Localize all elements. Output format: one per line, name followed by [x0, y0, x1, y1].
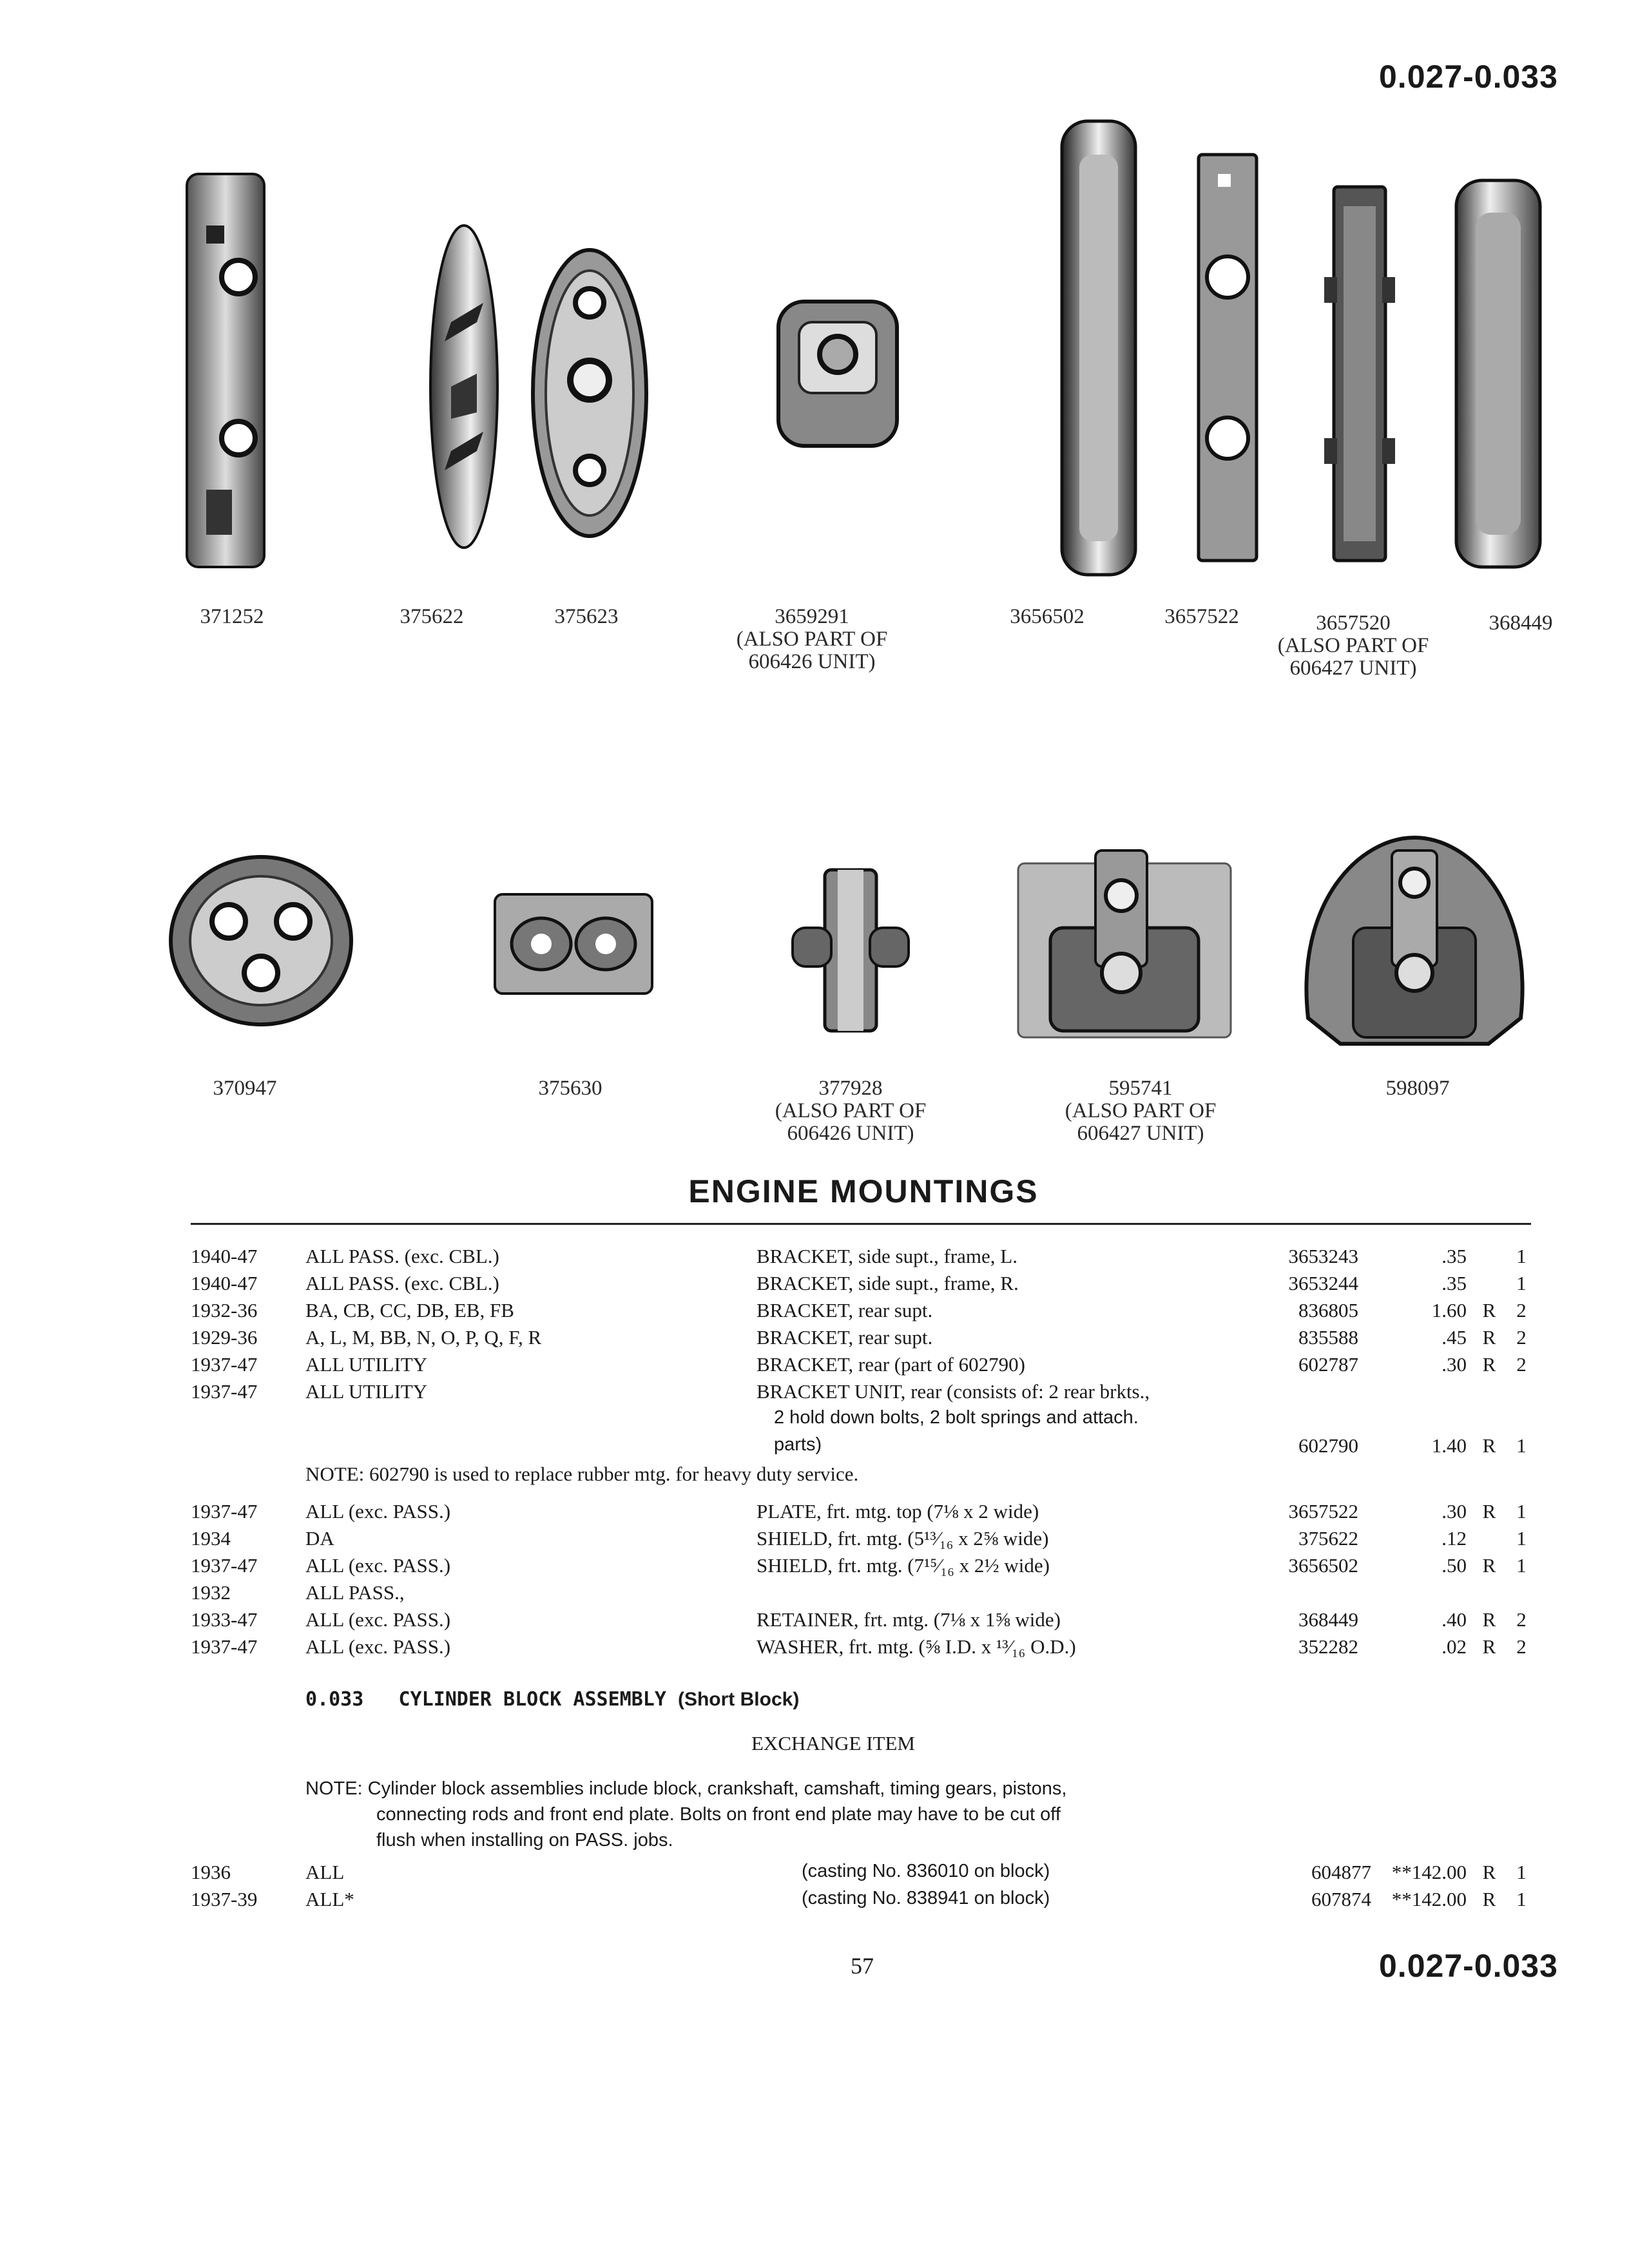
row-flag: R	[1482, 1500, 1496, 1523]
row-quantity: 1	[1516, 1888, 1527, 1910]
row-price: **142.00	[1391, 1888, 1467, 1910]
row-quantity: 1	[1516, 1527, 1527, 1550]
row-flag: R	[1482, 1608, 1496, 1631]
row-models: ALL UTILITY	[305, 1353, 428, 1376]
part-photo-371252	[180, 168, 271, 573]
row-price: .45	[1441, 1326, 1467, 1349]
row-part-number: 602790	[1298, 1434, 1358, 1457]
caption-3656502: 3656502	[1010, 605, 1084, 628]
caption-595741: 595741 (ALSO PART OF 606427 UNIT)	[1065, 1077, 1217, 1145]
table-row	[191, 1888, 1531, 1914]
row-description: BRACKET, rear supt.	[757, 1326, 933, 1349]
caption-3659291: 3659291 (ALSO PART OF 606426 UNIT)	[736, 605, 888, 673]
caption-370947: 370947	[213, 1077, 277, 1100]
row-models: ALL PASS. (exc. CBL.)	[305, 1245, 499, 1267]
row-quantity: 2	[1516, 1299, 1527, 1321]
row-description-cont: 2 hold down bolts, 2 bolt springs and attach.	[774, 1407, 1139, 1428]
caption-368449: 368449	[1489, 611, 1553, 635]
row-quantity: 1	[1516, 1861, 1527, 1883]
row-models: ALL (exc. PASS.)	[305, 1554, 451, 1577]
part-photo-3659291	[773, 296, 902, 451]
table-row	[191, 1608, 1531, 1634]
part-photo-377928	[786, 863, 915, 1037]
table-row	[191, 1380, 1531, 1464]
part-photo-595741	[1012, 838, 1237, 1044]
page-number: 57	[851, 1953, 874, 1979]
caption-375630: 375630	[538, 1077, 602, 1100]
row-year: 1940-47	[191, 1245, 258, 1267]
part-photo-3657522	[1192, 148, 1263, 567]
row-quantity: 2	[1516, 1608, 1527, 1631]
table-row	[191, 1245, 1531, 1271]
row-year: 1940-47	[191, 1272, 258, 1294]
row-models: ALL (exc. PASS.)	[305, 1608, 451, 1631]
row-price: 1.40	[1431, 1434, 1467, 1457]
row-flag: R	[1482, 1434, 1496, 1457]
row-part-number: 3653244	[1288, 1272, 1358, 1294]
row-flag: R	[1482, 1888, 1496, 1910]
row-price: .40	[1441, 1608, 1467, 1631]
row-part-number: 836805	[1298, 1299, 1358, 1321]
caption-598097: 598097	[1385, 1077, 1450, 1100]
table-row	[191, 1272, 1531, 1298]
row-year: 1929-36	[191, 1326, 258, 1349]
row-year: 1937-47	[191, 1554, 258, 1577]
row-models: BA, CB, CC, DB, EB, FB	[305, 1299, 514, 1321]
row-year: 1934	[191, 1527, 231, 1550]
row-description: (casting No. 836010 on block)	[802, 1861, 1050, 1881]
row-models: ALL (exc. PASS.)	[305, 1635, 451, 1658]
row-price: .30	[1441, 1500, 1467, 1523]
page-code-top: 0.027-0.033	[1379, 59, 1558, 95]
row-flag: R	[1482, 1554, 1496, 1577]
row-year: 1937-47	[191, 1635, 258, 1658]
cylinder-section-number: 0.033	[305, 1688, 364, 1711]
table-row	[191, 1353, 1531, 1379]
row-year: 1936	[191, 1861, 231, 1883]
row-price: **142.00	[1391, 1861, 1467, 1883]
row-flag: R	[1482, 1635, 1496, 1658]
table-row	[191, 1527, 1531, 1553]
part-photo-368449	[1450, 174, 1547, 573]
row-year: 1933-47	[191, 1608, 258, 1631]
row-description: PLATE, frt. mtg. top (7⅛ x 2 wide)	[757, 1500, 1039, 1523]
row-year: 1937-47	[191, 1500, 258, 1523]
table-row	[191, 1861, 1531, 1887]
row-models: ALL PASS. (exc. CBL.)	[305, 1272, 499, 1294]
part-photo-3656502	[1057, 116, 1141, 580]
row-description-cont: parts)	[774, 1434, 822, 1455]
section-rule	[191, 1223, 1531, 1225]
table-row	[191, 1299, 1531, 1325]
row-flag: R	[1482, 1299, 1496, 1321]
row-quantity: 1	[1516, 1500, 1527, 1523]
row-description: BRACKET, side supt., frame, L.	[757, 1245, 1017, 1267]
row-flag: R	[1482, 1353, 1496, 1376]
row-price: .30	[1441, 1353, 1467, 1376]
row-year: 1937-47	[191, 1353, 258, 1376]
row-quantity: 2	[1516, 1353, 1527, 1376]
row-part-number: 835588	[1298, 1326, 1358, 1349]
row-quantity: 1	[1516, 1272, 1527, 1294]
part-photo-375630	[490, 889, 657, 999]
row-year: 1932-36	[191, 1299, 258, 1321]
row-part-number: 352282	[1298, 1635, 1358, 1658]
row-quantity: 2	[1516, 1635, 1527, 1658]
row-description: WASHER, frt. mtg. (⅝ I.D. x ¹³⁄₁₆ O.D.)	[757, 1635, 1076, 1658]
row-year: 1937-39	[191, 1888, 258, 1910]
table-row	[191, 1581, 1531, 1607]
row-description: RETAINER, frt. mtg. (7⅛ x 1⅝ wide)	[757, 1608, 1061, 1631]
row-description: (casting No. 838941 on block)	[802, 1888, 1050, 1908]
row-description: SHIELD, frt. mtg. (5¹³⁄₁₆ x 2⅝ wide)	[757, 1527, 1049, 1550]
row-flag: R	[1482, 1861, 1496, 1883]
row-price: .50	[1441, 1554, 1467, 1577]
part-photo-370947	[164, 850, 358, 1031]
row-price: .02	[1441, 1635, 1467, 1658]
cylinder-section-title: CYLINDER BLOCK ASSEMBLY	[398, 1688, 666, 1711]
cylinder-note-line1: NOTE: Cylinder block assemblies include block, crankshaft, camshaft, timing gears, pistons,	[305, 1778, 1067, 1799]
caption-3657522: 3657522	[1164, 605, 1239, 628]
row-price: 1.60	[1431, 1299, 1467, 1321]
row-part-number: 3657522	[1288, 1500, 1358, 1523]
row-part-number: 607874	[1311, 1888, 1371, 1910]
table-row	[191, 1326, 1531, 1352]
part-photo-375622	[425, 219, 503, 554]
row-description: BRACKET, rear supt.	[757, 1299, 933, 1321]
part-photo-375623	[528, 245, 651, 541]
cylinder-section-suffix: (Short Block)	[677, 1689, 800, 1710]
row-flag: R	[1482, 1326, 1496, 1349]
cylinder-note-line3: flush when installing on PASS. jobs.	[376, 1830, 673, 1850]
row-part-number: 375622	[1298, 1527, 1358, 1550]
row-description: BRACKET, rear (part of 602790)	[757, 1353, 1025, 1376]
caption-3657520: 3657520 (ALSO PART OF 606427 UNIT)	[1277, 611, 1429, 680]
table-row	[191, 1635, 1531, 1661]
row-quantity: 1	[1516, 1554, 1527, 1577]
row-models: ALL PASS.,	[305, 1581, 405, 1604]
row-quantity: 1	[1516, 1434, 1527, 1457]
row-quantity: 2	[1516, 1326, 1527, 1349]
row-part-number: 602787	[1298, 1353, 1358, 1376]
row-models: ALL	[305, 1861, 345, 1883]
row-year: 1937-47	[191, 1380, 258, 1403]
part-photo-3657520	[1321, 180, 1398, 567]
table-row	[191, 1500, 1531, 1526]
row-description: BRACKET, side supt., frame, R.	[757, 1272, 1019, 1294]
page-code-bottom: 0.027-0.033	[1379, 1948, 1558, 1984]
part-photo-598097	[1295, 825, 1534, 1057]
row-part-number: 3656502	[1288, 1554, 1358, 1577]
row-description: BRACKET UNIT, rear (consists of: 2 rear brkts.,	[757, 1380, 1150, 1403]
row-part-number: 368449	[1298, 1608, 1358, 1631]
row-models: DA	[305, 1527, 334, 1550]
row-description: SHIELD, frt. mtg. (7¹⁵⁄₁₆ x 2½ wide)	[757, 1554, 1050, 1577]
caption-371252: 371252	[200, 605, 264, 628]
row-models: ALL*	[305, 1888, 354, 1910]
row-price: .35	[1441, 1245, 1467, 1267]
section-title: ENGINE MOUNTINGS	[688, 1173, 1039, 1209]
cylinder-section-heading	[305, 1688, 799, 1711]
cylinder-note-line2: connecting rods and front end plate. Bolts on front end plate may have to be cut off	[376, 1804, 1061, 1825]
row-quantity: 1	[1516, 1245, 1527, 1267]
row-models: ALL (exc. PASS.)	[305, 1500, 451, 1523]
row-year: 1932	[191, 1581, 231, 1604]
row-price: .35	[1441, 1272, 1467, 1294]
caption-375622: 375622	[400, 605, 464, 628]
row-models: A, L, M, BB, N, O, P, Q, F, R	[305, 1326, 542, 1349]
row-models: ALL UTILITY	[305, 1380, 428, 1403]
note-602790: NOTE: 602790 is used to replace rubber mtg. for heavy duty service.	[305, 1463, 859, 1485]
row-part-number: 604877	[1311, 1861, 1371, 1883]
caption-375623: 375623	[554, 605, 619, 628]
row-price: .12	[1441, 1527, 1467, 1550]
table-row	[191, 1554, 1531, 1580]
caption-377928: 377928 (ALSO PART OF 606426 UNIT)	[775, 1077, 927, 1145]
exchange-item-label: EXCHANGE ITEM	[751, 1732, 915, 1754]
row-part-number: 3653243	[1288, 1245, 1358, 1267]
